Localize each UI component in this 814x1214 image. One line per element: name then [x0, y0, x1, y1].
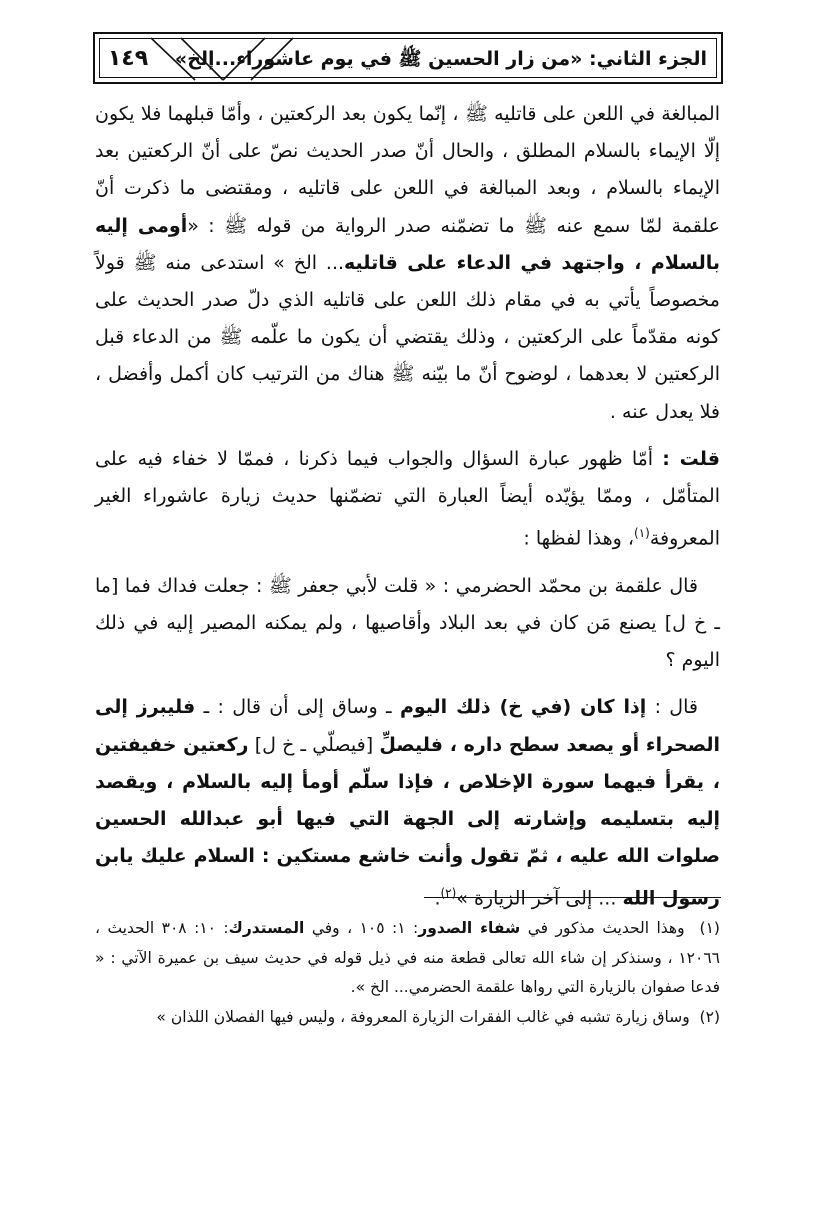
paragraph-1-text: المبالغة في اللعن على قاتليه ﷺ ، إنّما يكون بعد الركعتين ، وأمّا قبلهما فلا يكون إلّا الإيماء بالسلام المطلق ، والحال أنّ صدر الحديث نصّ على أنّ الركعتين بعد الإيماء بالسلام ، وبعد المبالغة في اللعن على قاتليه ، ومقتضى ما ذكرت أنّ علقمة لمّا سمع عنه ﷺ ما تضمّنه صدر الرواية من قوله ﷺ : « [95, 103, 720, 237]
footnotes [95, 914, 720, 1032]
footnote-2-text: وساق زيارة تشبه في غالب الفقرات الزيارة المعروفة ، وليس فيها الفصلان اللذان » [156, 1007, 690, 1026]
paragraph-4-end: ... إلى آخر الزيارة » [456, 887, 617, 910]
paragraph-4 [95, 689, 720, 918]
paragraph-4-bold-3: ركعتين خفيفتين ، يقرأ فيهما سورة الإخلاص ، فإذا سلّم أومأ إليه بالسلام ، ويقصد إليه بتسليمه وإشارته إلى الجهة التي فيها أبو عبدالله الحسين صلوات الله عليه ، ثمّ تقول وأنت خاشع مستكين : السلام عليك يابن رسول الله [95, 733, 720, 910]
paragraph-4-bold-2: فليبرز إلى الصحراء أو يصعد سطح داره ، فليصلِّ [95, 696, 720, 756]
footnote-ref-2[interactable]: (٢) [440, 886, 457, 901]
paragraph-4-mid-2: [فيصلّي ـ خ ل] [254, 733, 374, 756]
paragraph-4-mid: ـ وساق إلى أن قال : ـ [203, 696, 392, 719]
paragraph-4-tail: . [434, 887, 441, 910]
page-header [93, 32, 723, 84]
footnote-1-text-c: : ١٠: ٣٠٨ الحديث ، ١٢٠٦٦ ، وسنذكر إن شاء الله تعالى قطعة منه في ذيل قوله في حديث سيف بن عميرة الآتي : « فدعا صفوان بالزيارة التي رواها علقمة الحضرمي... الخ ». [95, 919, 720, 996]
paragraph-1 [95, 96, 720, 431]
qultu-label: قلت : [662, 447, 720, 470]
footnote-1-number: (١) [699, 919, 720, 937]
footnote-1 [95, 914, 720, 1003]
paragraph-1-quote: أومى إليه بالسلام ، واجتهد في الدعاء على قاتليه [95, 214, 720, 274]
footnote-1-text-a: وهذا الحديث مذكور في [527, 919, 685, 937]
main-text [95, 96, 720, 918]
footnote-2-number: (٢) [699, 1007, 720, 1026]
paragraph-1-end: ... الخ » استدعى منه ﷺ قولاً مخصوصاً يأتي به في مقام ذلك اللعن على قاتليه الذي دلّ صدر الحديث على كونه مقدّماً على الركعتين ، وذلك يقتضي أن يكون ما علّمه ﷺ من الدعاء قبل الركعتين لا بعدهما ، لوضوح أنّ ما بيّنه ﷺ هناك من الترتيب كان أكمل وأفضل ، فلا يعدل عنه . [95, 251, 720, 423]
paragraph-4-start: قال : [654, 696, 698, 719]
footnote-ref-1[interactable]: (١) [634, 526, 650, 541]
paragraph-2-end: ، وهذا لفظها : [523, 527, 635, 550]
footnote-separator [424, 897, 721, 898]
footnote-2 [95, 1003, 720, 1033]
paragraph-2 [95, 441, 720, 558]
paragraph-4-bold-1: إذا كان (في خ) ذلك اليوم [399, 696, 647, 719]
paragraph-3: قال علقمة بن محمّد الحضرمي : « قلت لأبي جعفر ﷺ : جعلت فداك فما [ما ـ خ ل] يصنع مَن كان في بعد البلاد وأقاصيها ، ولم يمكنه المصير إليه في ذلك اليوم ؟ [95, 574, 720, 672]
footnote-1-source-2: المستدرك [228, 919, 305, 937]
footnote-1-text-b: : ١: ١٠٥ ، وفي [311, 919, 419, 937]
running-header-title: الجزء الثاني: «من زار الحسين ﷺ في يوم عاشوراء...إلخ» [174, 48, 707, 70]
page-number: ١٤٩ [107, 46, 149, 71]
footnote-1-source-1: شفاء الصدور [418, 919, 521, 937]
paragraph-2-text: أمّا ظهور عبارة السؤال والجواب فيما ذكرنا ، فممّا لا خفاء فيه على المتأمّل ، وممّا يؤيّده أيضاً العبارة التي تضمّنها حديث زيارة عاشوراء الغير المعروفة [95, 447, 720, 550]
